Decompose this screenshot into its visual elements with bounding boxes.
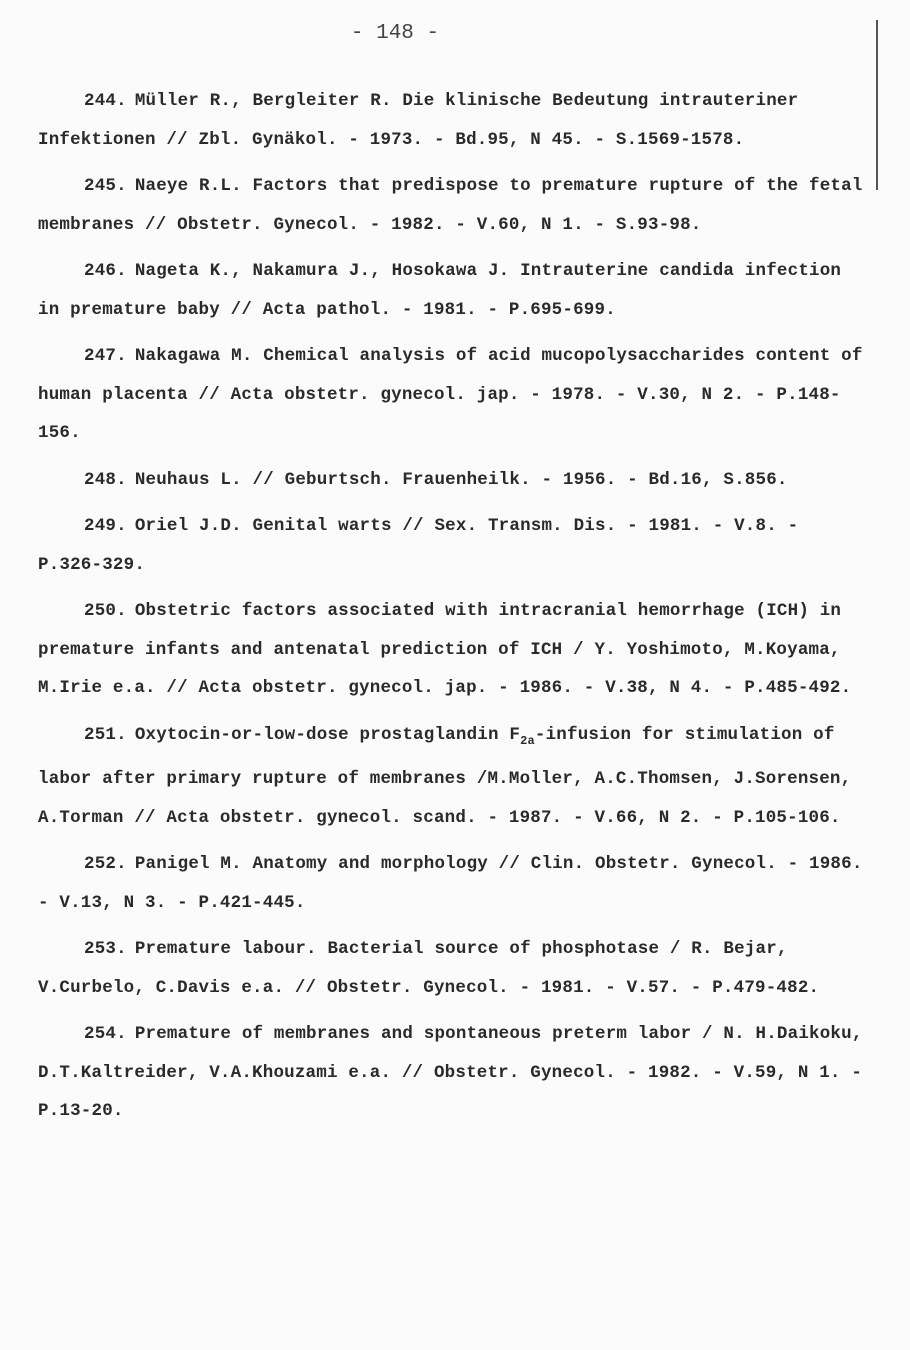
- reference-text: Müller R., Bergleiter R. Die klinische Bedeutung intrauteriner Infektionen // Zbl. Gynäkol. - 1973. - Bd.95, N 45. - S.1569-1578.: [38, 91, 799, 150]
- reference-text: Panigel M. Anatomy and morphology // Clin. Obstetr. Gynecol. - 1986. - V.13, N 3. - P.421-445.: [38, 854, 863, 913]
- page-number: - 148 -: [350, 22, 440, 45]
- reference-number: 249.: [84, 516, 127, 536]
- reference-item: [38, 507, 866, 584]
- reference-text: Nageta K., Nakamura J., Hosokawa J. Intrauterine candida infection in premature baby // Acta pathol. - 1981. - P.695-699.: [38, 261, 842, 320]
- reference-number: 248.: [84, 469, 127, 490]
- reference-text: Oxytocin-or-low-dose prostaglandin F: [134, 724, 521, 745]
- margin-rule: [876, 20, 878, 190]
- reference-item: [38, 252, 866, 329]
- reference-number: 244.: [84, 91, 127, 111]
- reference-item: [38, 82, 866, 159]
- reference-number: 251.: [84, 724, 127, 745]
- reference-number: 246.: [84, 261, 127, 281]
- reference-item: [38, 461, 866, 500]
- reference-item: [38, 1015, 866, 1131]
- reference-list: [38, 82, 866, 1139]
- reference-text: Oriel J.D. Genital warts // Sex. Transm. Dis. - 1981. - V.8. - P.326-329.: [38, 516, 799, 575]
- reference-item: [38, 716, 866, 838]
- reference-text: Premature labour. Bacterial source of phosphotase / R. Bejar, V.Curbelo, C.Davis e.a. // Obstetr. Gynecol. - 1981. - V.57. - P.479-482.: [38, 939, 820, 998]
- reference-text: Neuhaus L. // Geburtsch. Frauenheilk. - 1956. - Bd.16, S.856.: [134, 469, 788, 490]
- reference-text: Naeye R.L. Factors that predispose to premature rupture of the fetal membranes // Obstetr. Gynecol. - 1982. - V.60, N 1. - S.93-98.: [38, 176, 863, 235]
- reference-text: -infusion for stimulation of labor after primary rupture of membranes /M.Moller, A.C.Thomsen, J.Sorensen, A.Torman // Acta obstetr. gynecol. scand. - 1987. - V.66, N 2. - P.105-106.: [38, 724, 852, 828]
- reference-number: 250.: [84, 601, 127, 621]
- reference-number: 254.: [84, 1024, 127, 1044]
- reference-text: Premature of membranes and spontaneous preterm labor / N. H.Daikoku, D.T.Kaltreider, V.A.Khouzami e.a. // Obstetr. Gynecol. - 1982. - V.59, N 1. - P.13-20.: [38, 1024, 863, 1121]
- reference-text: Nakagawa M. Chemical analysis of acid mucopolysaccharides content of human placenta // Acta obstetr. gynecol. jap. - 1978. - V.30, N 2. - P.148-156.: [38, 346, 863, 443]
- reference-number: 245.: [84, 176, 127, 196]
- reference-number: 252.: [84, 854, 127, 874]
- reference-item: [38, 337, 866, 453]
- reference-item: [38, 167, 866, 244]
- reference-item: [38, 930, 866, 1007]
- reference-number: 253.: [84, 939, 127, 959]
- reference-item: [38, 592, 866, 708]
- reference-subscript: 2a: [520, 733, 535, 748]
- reference-text: Obstetric factors associated with intracranial hemorrhage (ICH) in premature infants and antenatal prediction of ICH / Y. Yoshimoto, M.Koyama, M.Irie e.a. // Acta obstetr. gynecol. jap. - 1986. - V.38, N 4. - P.485-492.: [38, 601, 852, 698]
- reference-number: 247.: [84, 346, 127, 366]
- reference-item: [38, 845, 866, 922]
